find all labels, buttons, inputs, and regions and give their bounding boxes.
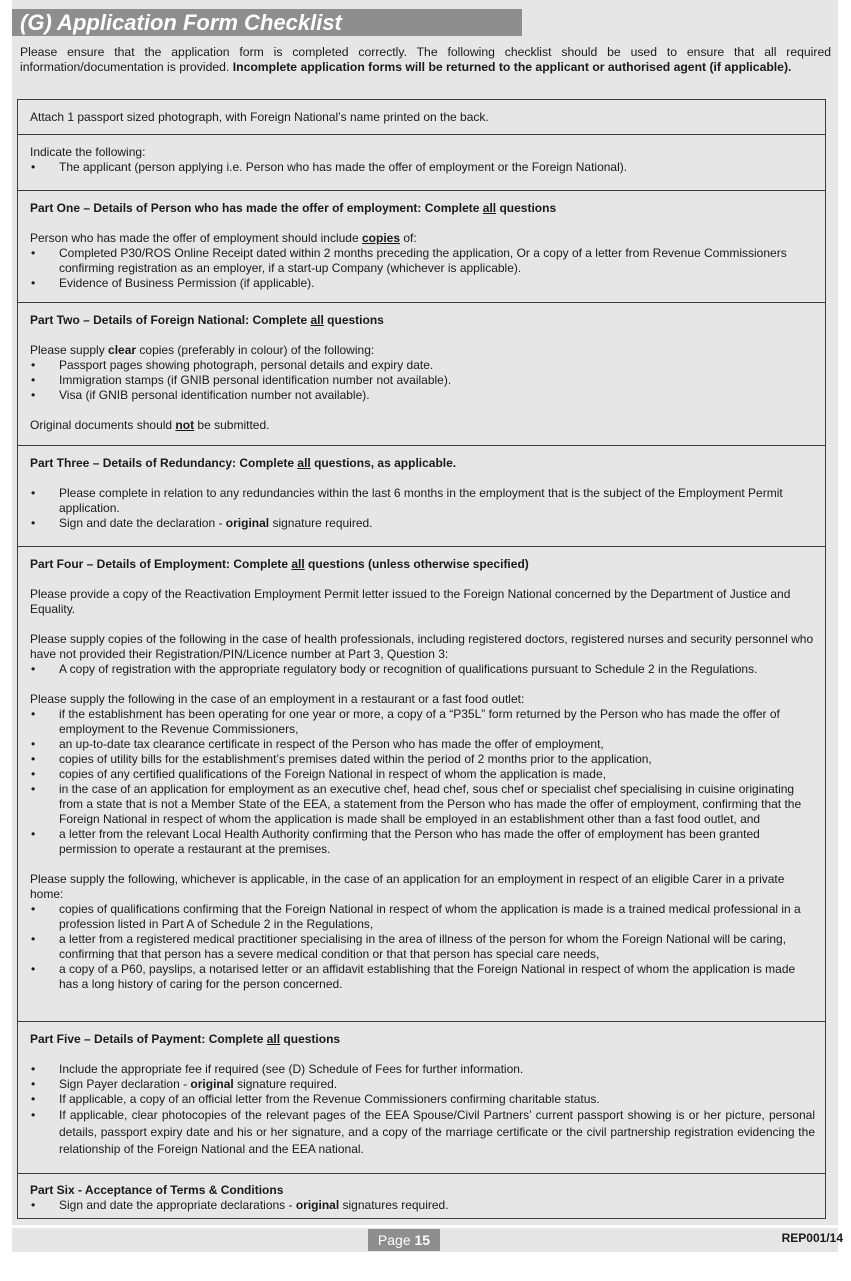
part-one-heading: Part One – Details of Person who has made the offer of employment: Complete all questions bbox=[30, 201, 557, 215]
section-indicate bbox=[18, 135, 825, 191]
list-item: • copies of qualifications confirming that the Foreign National in respect of whom the application is made is a trained medical professional in a profession listed in Part A of Schedule 2 in the Regulations, bbox=[30, 902, 815, 932]
list-item: • Include the appropriate fee if required (see (D) Schedule of Fees for further information. bbox=[30, 1062, 815, 1077]
list-item: • an up-to-date tax clearance certificate in respect of the Person who has made the offer of employment, bbox=[30, 737, 815, 752]
section-part-six bbox=[18, 1174, 825, 1218]
list-item: • if the establishment has been operating for one year or more, a copy of a “P35L” form returned by the Person who has made the offer of employment to the Revenue Commissioners, bbox=[30, 707, 815, 737]
list-item: • Visa (if GNIB personal identification number not available). bbox=[30, 388, 815, 403]
page-number: 15 bbox=[414, 1232, 431, 1248]
list-item: • A copy of registration with the appropriate regulatory body or recognition of qualifications pursuant to Schedule 2 in the Regulations. bbox=[30, 662, 815, 677]
list-item: • Sign and date the declaration - original signature required. bbox=[30, 516, 815, 531]
section-part-three bbox=[18, 446, 825, 547]
list-item: • Passport pages showing photograph, personal details and expiry date. bbox=[30, 358, 815, 373]
list-item: • If applicable, a copy of an official letter from the Revenue Commissioners confirming charitable status. bbox=[30, 1092, 815, 1107]
photo-instruction: Attach 1 passport sized photograph, with Foreign National’s name printed on the back. bbox=[30, 110, 489, 124]
page-number-box bbox=[368, 1229, 440, 1251]
form-code: REP001/14 bbox=[781, 1231, 843, 1245]
list-item: • The applicant (person applying i.e. Person who has made the offer of employment or the Foreign National). bbox=[30, 160, 815, 175]
list-item: • Sign Payer declaration - original signature required. bbox=[30, 1077, 815, 1092]
list-item: • Completed P30/ROS Online Receipt dated within 2 months preceding the application, Or a copy of a letter from Revenue Commissioners confirming registration as an employer, if a start-up Company (whichever is applicable). bbox=[30, 246, 815, 276]
part-four-heading: Part Four – Details of Employment: Complete all questions (unless otherwise specified) bbox=[30, 557, 529, 571]
part-four-carer-lead: Please supply the following, whichever is applicable, in the case of an application for an employment in respect of an eligible Carer in a private home: bbox=[30, 872, 785, 901]
part-five-heading: Part Five – Details of Payment: Complete all questions bbox=[30, 1032, 341, 1046]
part-four-restaurant-lead: Please supply the following in the case of an employment in a restaurant or a fast food outlet: bbox=[30, 692, 525, 706]
page-title: (G) Application Form Checklist bbox=[20, 10, 342, 35]
page-label: Page bbox=[377, 1232, 411, 1248]
list-item: • a letter from a registered medical practitioner specialising in the area of illness of the person for whom the Foreign National will be caring, confirming that that person has a severe medical condition or that that person has special care needs, bbox=[30, 932, 815, 962]
list-item: • If applicable, clear photocopies of the relevant pages of the EEA Spouse/Civil Partners’ current passport showing is or her picture, personal details, passport expiry date and his or her signature, and a copy of the marriage certificate or the civil partnership registration evidencing the relationship of the Foreign National and the EEA national. bbox=[30, 1107, 815, 1158]
list-item: • a copy of a P60, payslips, a notarised letter or an affidavit establishing that the Foreign National in respect of whom the application is made has a long history of caring for the person concerned. bbox=[30, 962, 815, 992]
intro-text: Please ensure that the application form is completed correctly. The following checklist should be used to ensure that all required information/documentation is provided. bbox=[20, 45, 831, 74]
section-photo bbox=[18, 100, 825, 135]
section-part-one bbox=[18, 191, 825, 303]
list-item: • Immigration stamps (if GNIB personal identification number not available). bbox=[30, 373, 815, 388]
part-four-reactivation: Please provide a copy of the Reactivation Employment Permit letter issued to the Foreign National concerned by the Department of Justice and Equality. bbox=[30, 587, 791, 616]
section-part-four bbox=[18, 547, 825, 1022]
title-banner bbox=[12, 9, 522, 36]
part-one-lead: Person who has made the offer of employment should include copies of: bbox=[30, 231, 417, 245]
part-two-note: Original documents should not be submitted. bbox=[30, 418, 270, 432]
part-six-heading: Part Six - Acceptance of Terms & Conditions bbox=[30, 1183, 284, 1197]
intro-warning: Incomplete application forms will be returned to the applicant or authorised agent (if applicable). bbox=[232, 60, 792, 74]
indicate-heading: Indicate the following: bbox=[30, 145, 146, 159]
list-item: • Please complete in relation to any redundancies within the last 6 months in the employment that is the subject of the Employment Permit application. bbox=[30, 486, 815, 516]
list-item: • a letter from the relevant Local Health Authority confirming that the Person who has made the offer of employment has been granted permission to operate a restaurant at the premises. bbox=[30, 827, 815, 857]
list-item: • in the case of an application for employment as an executive chef, head chef, sous chef or specialist chef specialising in cuisine originating from a state that is not a Member State of the EEA, a statement from the Person who has made the offer of employment, confirming that the Foreign National in respect of whom the application is made shall be employed in an establishment other than a fast food outlet, and bbox=[30, 782, 815, 827]
part-two-lead: Please supply clear copies (preferably in colour) of the following: bbox=[30, 343, 375, 357]
intro-paragraph bbox=[20, 45, 831, 75]
list-item: • copies of any certified qualifications of the Foreign National in respect of whom the application is made, bbox=[30, 767, 815, 782]
section-part-five bbox=[18, 1022, 825, 1174]
list-item: • copies of utility bills for the establishment’s premises dated within the period of 2 months prior to the application, bbox=[30, 752, 815, 767]
list-item: • Sign and date the appropriate declarations - original signatures required. bbox=[30, 1198, 815, 1213]
list-item: • Evidence of Business Permission (if applicable). bbox=[30, 276, 815, 291]
section-part-two bbox=[18, 303, 825, 446]
part-four-health-lead: Please supply copies of the following in the case of health professionals, including registered doctors, registered nurses and security personnel who have not provided their Registration/PIN/Licence number at Part 3, Question 3: bbox=[30, 632, 814, 661]
part-two-heading: Part Two – Details of Foreign National: Complete all questions bbox=[30, 313, 384, 327]
part-three-heading: Part Three – Details of Redundancy: Complete all questions, as applicable. bbox=[30, 456, 457, 470]
checklist-table bbox=[17, 99, 826, 1219]
